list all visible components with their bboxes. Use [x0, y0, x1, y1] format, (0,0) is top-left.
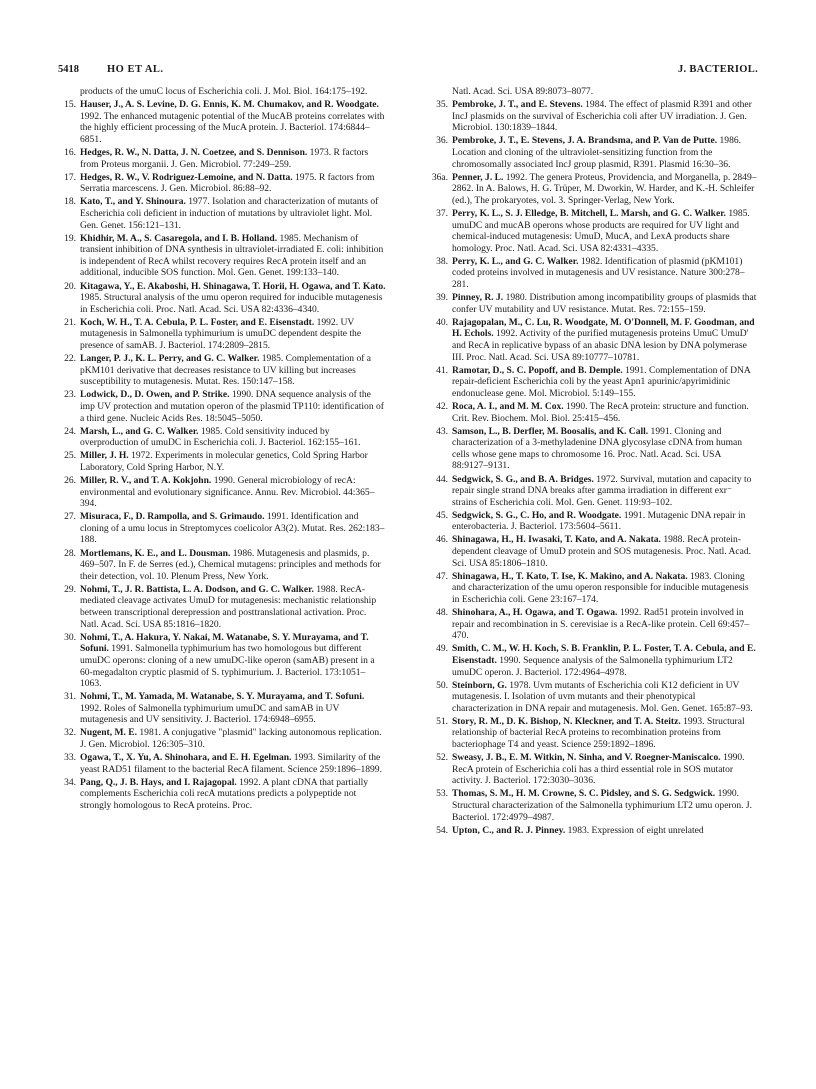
reference-entry — [430, 317, 758, 363]
reference-number: 20. — [64, 280, 76, 292]
reference-authors: Sedgwick, S. G., C. Ho, and R. Woodgate. — [452, 509, 622, 521]
reference-authors: Pembroke, J. T., E. Stevens, J. A. Brandsma, and P. Van de Putte. — [452, 135, 718, 147]
reference-entry — [58, 353, 386, 388]
reference-number: 41. — [436, 364, 448, 376]
running-authors: HO ET AL. — [107, 64, 164, 75]
reference-number: 23. — [64, 389, 76, 401]
reference-text: 1988. RecA-mediated cleavage activates UmuD for mutagenesis: mechanistic relationship between transcriptional derepression and posttranslational activation. Proc. Natl. Acad. Sci. USA 85:1816–1820. — [80, 583, 377, 630]
reference-entry — [58, 317, 386, 352]
reference-number: 35. — [436, 99, 448, 111]
reference-number: 30. — [64, 631, 76, 643]
reference-number: 36a. — [431, 171, 448, 183]
reference-text: 1991. Salmonella typhimurium has two homologous but different umuDC operons: cloning of a new umuDC-like operon (samAB) present in a 60-megadalton cryptic plasmid of S. typhimurium. J. Bacteriol. 173:1051–1063. — [80, 643, 375, 690]
reference-entry — [58, 233, 386, 279]
reference-entry — [430, 474, 758, 509]
reference-number: 53. — [436, 788, 448, 800]
reference-text: 1993. Similarity of the yeast RAD51 filament to the bacterial RecA filament. Science 259:1896–1899. — [80, 752, 382, 775]
reference-number: 40. — [436, 316, 448, 328]
reference-authors: Nohmi, T., A. Hakura, Y. Nakai, M. Watanabe, S. Y. Murayama, and T. Sofuni. — [80, 631, 369, 655]
reference-authors: Miller, J. H. — [80, 450, 129, 462]
reference-authors: Shinagawa, H., H. Iwasaki, T. Kato, and A. Nakata. — [452, 534, 661, 546]
reference-entry — [430, 680, 758, 715]
reference-text: 1977. Isolation and characterization of mutants of Escherichia coli deficient in induction of mutations by ultraviolet light. Mol. Gen. Genet. 156:121–131. — [80, 196, 379, 231]
journal-name: J. BACTERIOL. — [677, 64, 758, 75]
reference-authors: Hedges, R. W., V. Rodriguez-Lemoine, and N. Datta. — [80, 171, 293, 183]
reference-text: 1992. A plant cDNA that partially complements Escherichia coli recA mutations predicts a polypeptide not strongly homologous to RecA proteins. Proc. — [80, 776, 369, 812]
reference-text: 1990. Sequence analysis of the Salmonella typhimurium LT2 umuDC operon. J. Bacteriol. 172:4964–4978. — [452, 654, 733, 678]
reference-text: 1992. UV mutagenesis in Salmonella typhimurium is umuDC dependent despite the presence of samAB. J. Bacteriol. 174:2809–2815. — [80, 316, 362, 351]
reference-text: 1978. Uvm mutants of Escherichia coli K12 deficient in UV mutagenesis. I. Isolation of uvm mutants and their phenotypical characterization in DNA repair and mutagenesis. Mol. Gen. Genet. 165:87–93. — [452, 679, 753, 714]
reference-number: 32. — [64, 727, 76, 739]
reference-authors: Sweasy, J. B., E. M. Witkin, N. Sinha, and V. Roegner-Maniscalco. — [452, 752, 721, 764]
reference-text: 1983. Cloning and characterization of the umu operon responsible for inducible mutagenesis in Escherichia coli. Gene 23:167–174. — [452, 570, 749, 605]
reference-number: 24. — [64, 425, 76, 437]
reference-number: 38. — [436, 255, 448, 267]
reference-entry — [430, 607, 758, 642]
reference-text: 1992. The enhanced mutagenic potential of the MucAB proteins correlates with the highly efficient processing of the MucA protein. J. Bacteriol. 174:6844–6851. — [80, 110, 385, 145]
reference-text: 1990. RecA protein of Escherichia coli has a third essential role in SOS mutator activity. J. Bacteriol. 172:3030–3036. — [452, 752, 745, 787]
reference-number: 45. — [436, 509, 448, 521]
reference-entry — [430, 510, 758, 533]
reference-number: 19. — [64, 232, 76, 244]
reference-text: 1972. Experiments in molecular genetics, Cold Spring Harbor Laboratory, Cold Spring Harbor, N.Y. — [80, 450, 368, 473]
reference-number: 31. — [64, 691, 76, 703]
reference-authors: Nohmi, T., M. Yamada, M. Watanabe, S. Y. Murayama, and T. Sofuni. — [80, 691, 365, 703]
page-number: 5418 — [58, 64, 79, 75]
reference-authors: Shinohara, A., H. Ogawa, and T. Ogawa. — [452, 607, 618, 619]
reference-entry — [58, 426, 386, 449]
reference-text: 1993. Structural relationship of bacterial RecA proteins to recombination proteins from bacteriophage T4 and yeast. Science 259:1892–1896. — [452, 715, 745, 751]
reference-number: 28. — [64, 547, 76, 559]
reference-entry — [58, 281, 386, 316]
reference-authors: Misuraca, F., D. Rampolla, and S. Grimaudo. — [80, 511, 265, 523]
reference-entry — [58, 511, 386, 546]
reference-authors: Samson, L., B. Derfler, M. Boosalis, and K. Call. — [452, 425, 649, 437]
reference-entry — [58, 147, 386, 170]
reference-authors: Ogawa, T., X. Yu, A. Shinohara, and E. H. Egelman. — [80, 752, 292, 764]
reference-number: 43. — [436, 425, 448, 437]
reference-number: 50. — [436, 679, 448, 691]
reference-entry — [430, 571, 758, 606]
reference-number: 46. — [436, 534, 448, 546]
reference-authors: Perry, K. L., and G. C. Walker. — [452, 255, 579, 267]
reference-authors: Pinney, R. J. — [452, 292, 504, 304]
reference-entry — [430, 135, 758, 170]
reference-number: 36. — [436, 135, 448, 147]
reference-entry — [58, 389, 386, 424]
reference-entry — [430, 825, 758, 837]
reference-text: 1990. General microbiology of recA: environmental and evolutionary significance. Annu. Rev. Microbiol. 44:365–394. — [80, 475, 375, 510]
reference-number: 52. — [436, 752, 448, 764]
reference-entry — [58, 777, 386, 812]
reference-number: 29. — [64, 583, 76, 595]
reference-entry — [58, 86, 386, 98]
reference-entry — [430, 365, 758, 400]
running-header — [58, 64, 758, 80]
reference-text: 1991. Identification and cloning of a umu locus in Streptomyces coelicolor A3(2). Mutat. Res. 262:183–188. — [80, 511, 385, 546]
reference-entry — [58, 548, 386, 583]
reference-authors: Upton, C., and R. J. Pinney. — [452, 824, 566, 836]
reference-text: 1980. Distribution among incompatibility groups of plasmids that confer UV mutability and UV resistance. Mutat. Res. 72:155–159. — [452, 292, 757, 315]
reference-number: 22. — [64, 353, 76, 365]
reference-number: 25. — [64, 450, 76, 462]
reference-entry — [58, 172, 386, 195]
reference-number: 48. — [436, 607, 448, 619]
reference-text: 1992. The genera Proteus, Providencia, and Morganella, p. 2849–2862. In A. Balows, H. G. Trüper, M. Dworkin, W. Harder, and K.-H. Schleifer (ed.), The prokaryotes, vol. 3. Springer-Verlag, New York. — [452, 171, 757, 206]
reference-authors: Khidhir, M. A., S. Casaregola, and I. B. Holland. — [80, 232, 278, 244]
reference-text: 1983. Expression of eight unrelated — [565, 824, 704, 836]
reference-entry — [430, 716, 758, 751]
reference-number: 33. — [64, 752, 76, 764]
reference-authors: Hauser, J., A. S. Levine, D. G. Ennis, K. M. Chumakov, and R. Woodgate. — [80, 99, 379, 111]
reference-text: 1985. Cold sensitivity induced by overproduction of umuDC in Escherichia coli. J. Bacteriol. 162:155–161. — [80, 425, 361, 449]
reference-number: 18. — [64, 196, 76, 208]
reference-text: 1992. Roles of Salmonella typhimurium umuDC and samAB in UV mutagenesis and UV sensitivity. J. Bacteriol. 174:6948–6955. — [80, 702, 340, 726]
reference-text: products of the umuC locus of Escherichia coli. J. Mol. Biol. 164:175–192. — [80, 86, 368, 97]
reference-authors: Kitagawa, Y., E. Akaboshi, H. Shinagawa, T. Horii, H. Ogawa, and T. Kato. — [80, 280, 386, 292]
reference-entry — [58, 99, 386, 145]
reference-text: 1991. Complementation of DNA repair-deficient Escherichia coli by the yeast Apn1 apurinic/apyrimidinic endonuclease gene. Mol. Microbiol. 5:149–155. — [452, 364, 751, 399]
reference-authors: Pang, Q., J. B. Hays, and I. Rajagopal. — [80, 776, 237, 788]
reference-text: 1990. Structural characterization of the Salmonella typhimurium LT2 umu operon. J. Bacteriol. 172:4979–4987. — [452, 788, 753, 823]
reference-text: 1985. Structural analysis of the umu operon required for inducible mutagenesis in Escherichia coli. Proc. Natl. Acad. Sci. USA 82:4336–4340. — [80, 292, 383, 315]
reference-text: 1981. A conjugative "plasmid" lacking autonomous replication. J. Gen. Microbiol. 126:305–310. — [80, 727, 382, 751]
reference-number: 39. — [436, 292, 448, 304]
reference-text: 1990. DNA sequence analysis of the imp UV protection and mutation operon of the plasmid TP110: identification of a third gene. Nucleic Acids Res. 18:5045–5050. — [80, 389, 384, 424]
reference-entry — [58, 752, 386, 775]
reference-text: 1990. The RecA protein: structure and function. Crit. Rev. Biochem. Mol. Biol. 25:415–456. — [452, 400, 749, 424]
reference-entry — [430, 401, 758, 424]
reference-entry — [58, 475, 386, 510]
reference-entry — [58, 450, 386, 473]
reference-authors: Penner, J. L. — [452, 171, 504, 183]
reference-text: 1985. Mechanism of transient inhibition of DNA synthesis in ultraviolet-irradiated E. coli: inhibition is independent of RecA whilst recovery requires RecA protein itself and an additional, inducible SOS function. Mol. Gen. Genet. 199:133–140. — [80, 232, 384, 279]
reference-entry — [430, 788, 758, 823]
reference-text: 1975. R factors from Serratia marcescens. J. Gen. Microbiol. 86:88–92. — [80, 171, 375, 195]
reference-text: 1985. Complementation of a pKM101 derivative that decreases resistance to UV killing but increases susceptibility to mutagenesis. Mutat. Res. 150:147–158. — [80, 353, 372, 388]
reference-entry — [430, 426, 758, 472]
reference-authors: Thomas, S. M., H. M. Crowne, S. C. Pidsley, and S. G. Sedgwick. — [452, 788, 716, 800]
reference-number: 54. — [436, 824, 448, 836]
reference-authors: Story, R. M., D. K. Bishop, N. Kleckner, and T. A. Steitz. — [452, 715, 681, 727]
reference-entry — [430, 99, 758, 134]
reference-text: 1986. Mutagenesis and plasmids, p. 469–507. In F. de Serres (ed.), Chemical mutagens: principles and methods for their detection, vol. 10. Plenum Press, New York. — [80, 547, 381, 582]
reference-entry — [430, 752, 758, 787]
reference-entry — [430, 86, 758, 98]
reference-authors: Steinborn, G. — [452, 679, 507, 691]
reference-number: 51. — [436, 715, 448, 727]
reference-text: 1992. Rad51 protein involved in repair and recombination in S. cerevisiae is a RecA-like protein. Cell 69:457–470. — [452, 607, 750, 642]
reference-entry — [58, 727, 386, 750]
reference-text: 1991. Mutagenic DNA repair in enterobacteria. J. Bacteriol. 173:5604–5611. — [452, 509, 746, 533]
reference-authors: Smith, C. M., W. H. Koch, S. B. Franklin, P. L. Foster, T. A. Cebula, and E. Eisenstadt. — [452, 643, 756, 666]
reference-entry — [430, 643, 758, 678]
reference-number: 16. — [64, 146, 76, 158]
reference-number: 27. — [64, 511, 76, 523]
reference-authors: Nohmi, T., J. R. Battista, L. A. Dodson, and G. C. Walker. — [80, 583, 314, 595]
reference-text: 1984. The effect of plasmid R391 and other IncJ plasmids on the survival of Escherichia coli after UV irradiation. J. Gen. Microbiol. 130:1839–1844. — [452, 99, 752, 134]
reference-text: 1972. Survival, mutation and capacity to repair single strand DNA breaks after gamma irradiation in different exr⁻ strains of Escherichia coli. Mol. Gen. Genet. 119:93–102. — [452, 473, 752, 508]
reference-entry — [58, 691, 386, 726]
reference-column-right — [430, 86, 758, 838]
reference-number: 37. — [436, 207, 448, 219]
reference-text: Natl. Acad. Sci. USA 89:8073–8077. — [452, 86, 594, 97]
reference-authors: Mortlemans, K. E., and L. Dousman. — [80, 547, 231, 559]
reference-number: 17. — [64, 171, 76, 183]
reference-authors: Kato, T., and Y. Shinoura. — [80, 196, 186, 208]
reference-authors: Sedgwick, S. G., and B. A. Bridges. — [452, 473, 594, 485]
reference-text: 1992. Activity of the purified mutagenesis proteins UmuC UmuD' and RecA in replicative bypass of an abasic DNA lesion by DNA polymerase III. Proc. Natl. Acad. Sci. USA 89:10777–10781. — [452, 328, 749, 363]
reference-entry — [430, 256, 758, 291]
reference-number: 47. — [436, 570, 448, 582]
reference-authors: Ramotar, D., S. C. Popoff, and B. Demple. — [452, 364, 623, 376]
reference-number: 15. — [64, 99, 76, 111]
reference-number: 26. — [64, 475, 76, 486]
reference-entry — [58, 632, 386, 690]
reference-column-left — [58, 86, 386, 813]
reference-text: 1988. RecA protein-dependent cleavage of UmuD protein and SOS mutagenesis. Proc. Natl. Acad. Sci. USA 85:1806–1810. — [452, 534, 752, 569]
reference-authors: Koch, W. H., T. A. Cebula, P. L. Foster, and E. Eisenstadt. — [80, 316, 315, 328]
reference-number: 34. — [64, 776, 76, 788]
reference-authors: Shinagawa, H., T. Kato, T. Ise, K. Makino, and A. Nakata. — [452, 570, 688, 582]
reference-entry — [430, 292, 758, 315]
reference-authors: Pembroke, J. T., and E. Stevens. — [452, 99, 583, 111]
reference-entry — [430, 534, 758, 569]
reference-authors: Langer, P. J., K. L. Perry, and G. C. Walker. — [80, 353, 260, 365]
reference-authors: Rajagopalan, M., C. Lu, R. Woodgate, M. O'Donnell, M. F. Goodman, and H. Echols. — [452, 316, 755, 340]
reference-text: 1982. Identification of plasmid (pKM101) coded proteins involved in mutagenesis and UV resistance. Nature 300:278–281. — [452, 255, 745, 290]
reference-entry — [58, 584, 386, 630]
reference-text: 1973. R factors from Proteus morganii. J. Gen. Microbiol. 77:249–259. — [80, 146, 369, 170]
reference-entry — [430, 172, 758, 207]
reference-number: 49. — [436, 643, 448, 655]
reference-text: 1991. Cloning and characterization of a 3-methyladenine DNA glycosylase cDNA from human cells whose gene maps to chromosome 16. Proc. Natl. Acad. Sci. USA 88:9127–9131. — [452, 425, 743, 472]
reference-authors: Lodwick, D., D. Owen, and P. Strike. — [80, 389, 230, 401]
reference-authors: Nugent, M. E. — [80, 727, 138, 739]
reference-authors: Roca, A. I., and M. M. Cox. — [452, 400, 564, 412]
reference-entry — [58, 196, 386, 231]
reference-number: 21. — [64, 316, 76, 328]
reference-authors: Perry, K. L., S. J. Elledge, B. Mitchell, L. Marsh, and G. C. Walker. — [452, 207, 726, 219]
reference-authors: Hedges, R. W., N. Datta, J. N. Coetzee, and S. Dennison. — [80, 146, 308, 158]
reference-authors: Miller, R. V., and T. A. Kokjohn. — [80, 475, 212, 486]
reference-number: 44. — [436, 473, 448, 485]
reference-authors: Marsh, L., and G. C. Walker. — [80, 425, 199, 437]
reference-text: 1986. Location and cloning of the ultraviolet-sensitizing function from the chromosomally associated IncJ group plasmid, R391. Plasmid 16:30–36. — [452, 135, 742, 170]
reference-text: 1985. umuDC and mucAB operons whose products are required for UV light and chemical-induced mutagenesis: UmuD, MucA, and LexA products share homology. Proc. Natl. Acad. Sci. USA 82:4331–4335. — [452, 207, 750, 254]
reference-entry — [430, 208, 758, 254]
reference-number: 42. — [436, 400, 448, 412]
